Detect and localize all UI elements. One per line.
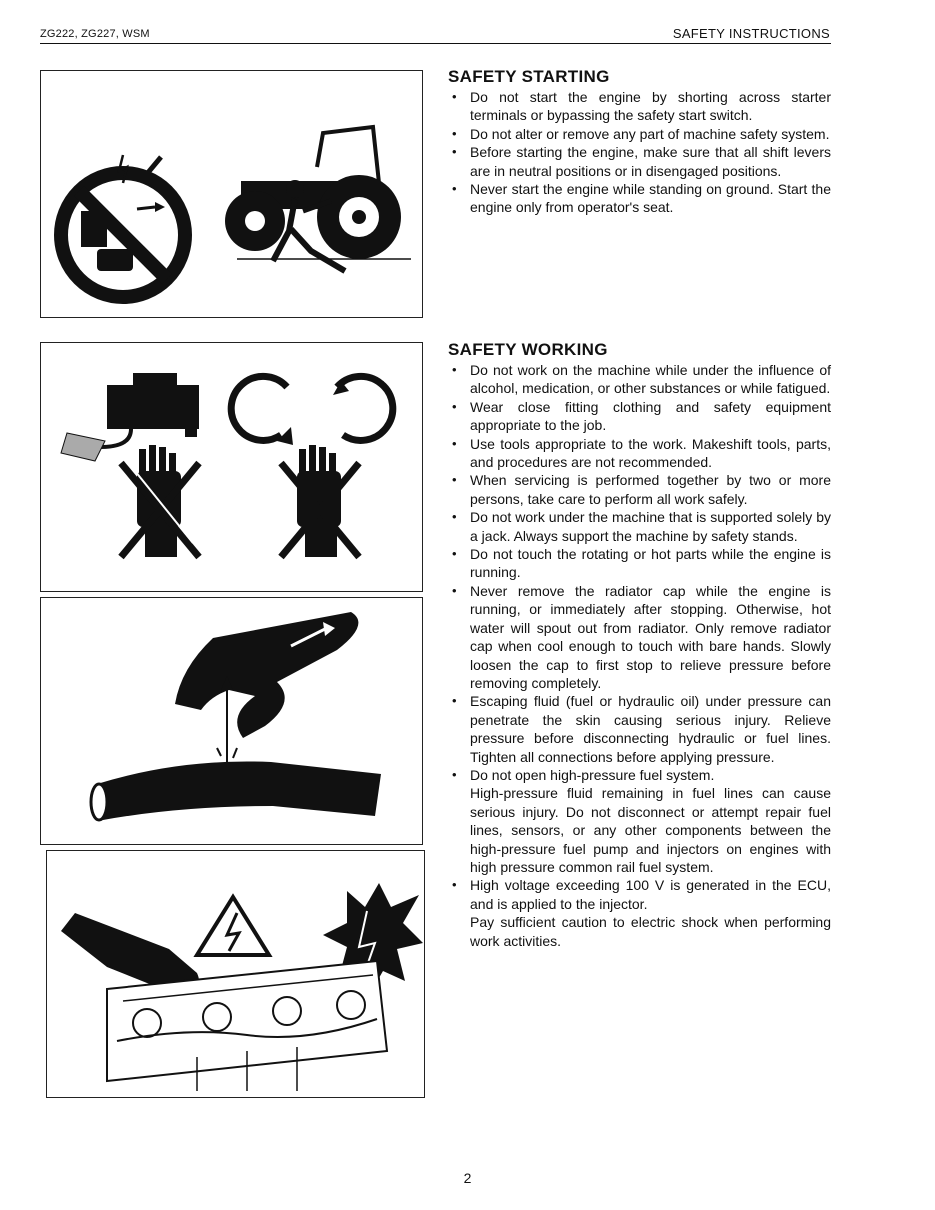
bullet-list [447,361,831,950]
high-voltage-warning-icon [197,897,269,955]
rotating-arrows-hand-icon [231,376,393,557]
tractor-icon [225,127,411,271]
list-item-line: • High voltage exceeding 100 V is generated in the ECU, and is applied to the injector. [470,877,831,912]
list-item-line: • Do not open high-pressure fuel system. [470,766,715,783]
section-safety-working [447,340,831,950]
no-shorting-icon [61,155,185,297]
list-item [447,766,831,876]
illustration-safety-starting [40,70,423,318]
illustration-escaping-fluid [40,597,423,845]
list-item: • Before starting the engine, make sure that all shift levers are in neutral positions or in disengaged positions. [447,143,831,180]
list-item: • Never remove the radiator cap while the engine is running, or immediately after stopping. Otherwise, hot water will spout out from radiator. Only remove radiator cap when cool enough to touch with bare hands. Slowly loosen the cap to first stop to relieve pressure before removing completely. [447,582,831,692]
list-item: • Do not work on the machine while under the influence of alcohol, medication, or other substances or while fatigued. [447,361,831,398]
list-item: • Never start the engine while standing on ground. Start the engine only from operator's seat. [447,180,831,217]
list-item-line: Pay sufficient caution to electric shock when performing work activities. [470,914,831,949]
section-title: SAFETY STARTING [448,67,610,86]
page-number: 2 [463,1170,472,1186]
hand-over-hose-icon [91,612,381,820]
header-manual-code: ZG222, ZG227, WSM [40,28,150,40]
section-safety-starting [447,67,831,217]
list-item: • Do not work under the machine that is supported solely by a jack. Always support the machine by safety stands. [447,508,831,545]
list-item: • Do not start the engine by shorting across starter terminals or bypassing the safety start switch. [447,88,831,125]
list-item: • Use tools appropriate to the work. Makeshift tools, parts, and procedures are not recommended. [447,435,831,472]
rotating-belt-hand-icon [61,373,199,557]
header-section-title: SAFETY INSTRUCTIONS [672,26,830,41]
list-item [447,876,831,950]
list-item: • Do not alter or remove any part of machine safety system. [447,125,831,143]
list-item: • Do not touch the rotating or hot parts while the engine is running. [447,545,831,582]
list-item: • When servicing is performed together by two or more persons, take care to perform all work safely. [447,471,831,508]
bullet-list [447,88,831,217]
list-item: • Escaping fluid (fuel or hydraulic oil) under pressure can penetrate the skin causing serious injury. Relieve pressure before disconnecting hydraulic or fuel lines. Tighten all connections before applying pressure. [447,692,831,766]
illustration-rotating-parts [40,342,423,592]
section-title: SAFETY WORKING [448,340,608,359]
header-rule [40,43,831,44]
list-item-line: High-pressure fluid remaining in fuel lines can cause serious injury. Do not disconnect or attempt repair fuel lines, sensors, or any other components between the high-pressure fuel pump and injectors on engines with high pressure common rail fuel system. [470,785,831,875]
illustration-high-voltage [46,850,425,1098]
list-item: • Wear close fitting clothing and safety equipment appropriate to the job. [447,398,831,435]
